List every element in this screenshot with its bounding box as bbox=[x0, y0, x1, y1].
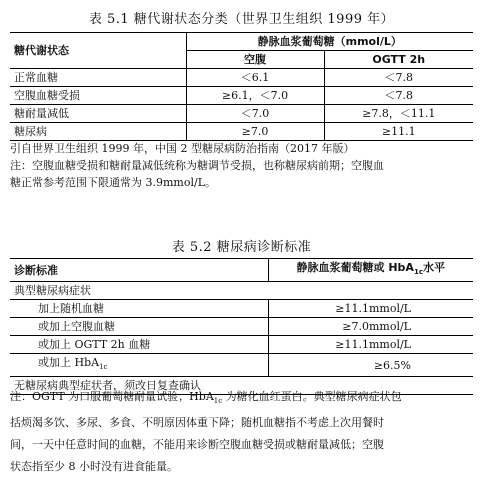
table-row bbox=[10, 282, 473, 300]
table1-col-ogtt: OGTT 2h bbox=[324, 51, 473, 69]
table2-note-line3: 间，一天中任意时间的血糖，不能用来诊断空腹血糖受损或糖耐量减低；空腹 bbox=[10, 438, 384, 452]
ogtt-value: ≥11.1 bbox=[324, 123, 473, 141]
table1-row-header: 糖代谢状态 bbox=[10, 33, 186, 69]
row-label: 无糖尿病典型症状者，须改日复查确认 bbox=[10, 377, 473, 395]
row-label: 空腹血糖受损 bbox=[10, 87, 186, 105]
ogtt-value: ＜7.8 bbox=[324, 87, 473, 105]
table1-notes bbox=[10, 140, 473, 191]
table-row bbox=[10, 300, 473, 318]
table1-caption: 表 5.1 糖代谢状态分类（世界卫生组织 1999 年） bbox=[88, 12, 395, 27]
fasting-value: ≥6.1，＜7.0 bbox=[186, 87, 324, 105]
table2-note-line4: 状态指至少 8 小时没有进食能量。 bbox=[10, 460, 178, 474]
row-label: 典型糖尿病症状 bbox=[10, 282, 473, 300]
fasting-value: ≥7.0 bbox=[186, 123, 324, 141]
table2-notes bbox=[10, 386, 473, 478]
row-label: 加上随机血糖 bbox=[10, 300, 268, 318]
ogtt-value: ≥7.8，＜11.1 bbox=[324, 105, 473, 123]
table1-group-header: 静脉血浆葡萄糖（mmol/L） bbox=[186, 33, 473, 51]
table-row bbox=[10, 87, 473, 105]
table2-note-line2: 括烦渴多饮、多尿、多食、不明原因体重下降；随机血糖指不考虑上次用餐时 bbox=[10, 416, 384, 430]
table-row bbox=[10, 123, 473, 141]
row-value: ≥11.1mmol/L bbox=[268, 336, 473, 354]
row-label: 或加上 OGTT 2h 血糖 bbox=[10, 336, 268, 354]
table1-source: 引自世界卫生组织 1999 年，中国 2 型糖尿病防治指南（2017 年版） bbox=[10, 142, 355, 155]
table-row bbox=[10, 318, 473, 336]
table-row bbox=[10, 69, 473, 87]
table-row bbox=[10, 105, 473, 123]
row-label: 或加上 HbA$_{1c}$ bbox=[10, 354, 268, 377]
row-value: ≥7.0mmol/L bbox=[268, 318, 473, 336]
table1-note-line1: 注：空腹血糖受损和糖耐量减低统称为糖调节受损，也称糖尿病前期；空腹血 bbox=[10, 159, 384, 172]
table2-caption: 表 5.2 糖尿病诊断标准 bbox=[171, 240, 312, 255]
row-value: ≥11.1mmol/L bbox=[268, 300, 473, 318]
table-row bbox=[10, 354, 473, 377]
row-label: 或加上空腹血糖 bbox=[10, 318, 268, 336]
row-label: 糖耐量减低 bbox=[10, 105, 186, 123]
row-label: 糖尿病 bbox=[10, 123, 186, 141]
table2-col-criteria: 诊断标准 bbox=[10, 259, 268, 282]
table2-note-line1: 注：OGTT 为口服葡萄糖耐量试验；HbA$_{1c}$ 为糖化血红蛋白。典型糖尿病症状包 bbox=[10, 390, 402, 406]
table1-note-line2: 糖正常参考范围下限通常为 3.9mmol/L。 bbox=[10, 176, 217, 189]
row-label: 正常血糖 bbox=[10, 69, 186, 87]
row-value: ≥6.5% bbox=[268, 354, 473, 377]
glucose-status-table bbox=[10, 32, 473, 141]
fasting-value: ＜7.0 bbox=[186, 105, 324, 123]
table1-col-fasting: 空腹 bbox=[186, 51, 324, 69]
fasting-value: ＜6.1 bbox=[186, 69, 324, 87]
table-row bbox=[10, 336, 473, 354]
diagnosis-criteria-table bbox=[10, 258, 473, 395]
ogtt-value: ＜7.8 bbox=[324, 69, 473, 87]
table2-col-value: 静脉血浆葡萄糖或 HbA$_{1c}$水平 bbox=[268, 259, 473, 282]
